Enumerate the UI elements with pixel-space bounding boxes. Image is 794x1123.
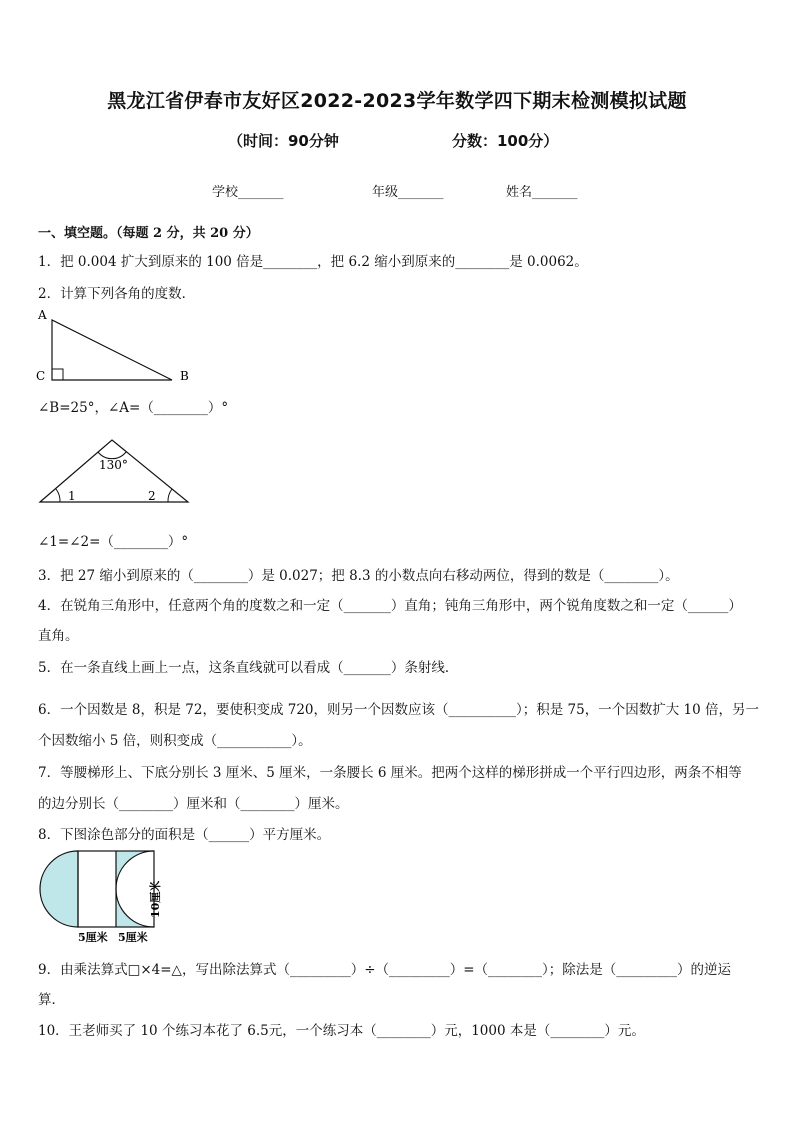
vertex-c-label: C bbox=[36, 369, 46, 383]
exam-time: （时间：90分钟 bbox=[228, 132, 339, 150]
question-6-line2: 个因数缩小 5 倍，则积变成（___________）。 bbox=[38, 733, 312, 749]
question-10: 10．王老师买了 10 个练习本花了 6.5元，一个练习本（________）元，1000 本是（________）元。 bbox=[38, 1023, 645, 1039]
question-9-line1: 9．由乘法算式□×4=△，写出除法算式（_________）÷（_________）=（________）；除法是（_________）的逆运 bbox=[38, 962, 732, 978]
question-6-line1: 6．一个因数是 8，积是 72，要使积变成 720，则另一个因数应该（__________）；积是 75，一个因数扩大 10 倍，另一 bbox=[38, 702, 759, 718]
left-shaded-semicircle bbox=[40, 851, 78, 927]
angle-2-label: 2 bbox=[148, 489, 156, 503]
question-4-line1: 4．在锐角三角形中，任意两个角的度数之和一定（_______）直角；钝角三角形中，两个锐角度数之和一定（______） bbox=[38, 598, 742, 614]
question-2b: ∠1=∠2=（________）° bbox=[38, 534, 189, 550]
question-5: 5．在一条直线上画上一点，这条直线就可以看成（_______）条射线． bbox=[38, 660, 459, 676]
height-label: 10厘米 bbox=[149, 880, 162, 918]
grade-field: 年级_______ bbox=[372, 185, 444, 200]
question-9-line2: 算． bbox=[38, 992, 65, 1008]
angle-1-label: 1 bbox=[68, 489, 76, 503]
name-field: 姓名_______ bbox=[506, 185, 578, 200]
question-8: 8．下图涂色部分的面积是（______）平方厘米。 bbox=[38, 827, 331, 843]
exam-score: 分数：100分） bbox=[452, 132, 559, 150]
question-3: 3．把 27 缩小到原来的（________）是 0.027；把 8.3 的小数点向右移动两位，得到的数是（________）。 bbox=[38, 568, 679, 584]
question-2: 2．计算下列各角的度数． bbox=[38, 286, 196, 302]
right-triangle-figure bbox=[30, 305, 200, 390]
page-title: 黑龙江省伊春市友好区2022-2023学年数学四下期末检测模拟试题 bbox=[107, 90, 687, 112]
obtuse-triangle-figure bbox=[30, 432, 200, 512]
question-2a: ∠B=25°，∠A=（________）° bbox=[38, 400, 229, 416]
question-7-line1: 7．等腰梯形上、下底分别长 3 厘米、5 厘米，一条腰长 6 厘米。把两个这样的梯形拼成一个平行四边形，两条不相等 bbox=[38, 765, 742, 781]
section-heading: 一、填空题。（每题 2 分，共 20 分） bbox=[38, 226, 259, 241]
width-right-label: 5厘米 bbox=[118, 931, 148, 944]
shaded-area-figure bbox=[36, 846, 186, 946]
angle-130-label: 130° bbox=[99, 458, 128, 472]
width-left-label: 5厘米 bbox=[78, 931, 108, 944]
question-7-line2: 的边分别长（________）厘米和（________）厘米。 bbox=[38, 796, 349, 812]
question-1: 1．把 0.004 扩大到原来的 100 倍是________，把 6.2 缩小到原来的________是 0.0062。 bbox=[38, 254, 588, 270]
question-4-line2: 直角。 bbox=[38, 628, 79, 644]
vertex-a-label: A bbox=[38, 308, 47, 322]
vertex-b-label: B bbox=[180, 369, 189, 383]
school-field: 学校_______ bbox=[212, 185, 284, 200]
